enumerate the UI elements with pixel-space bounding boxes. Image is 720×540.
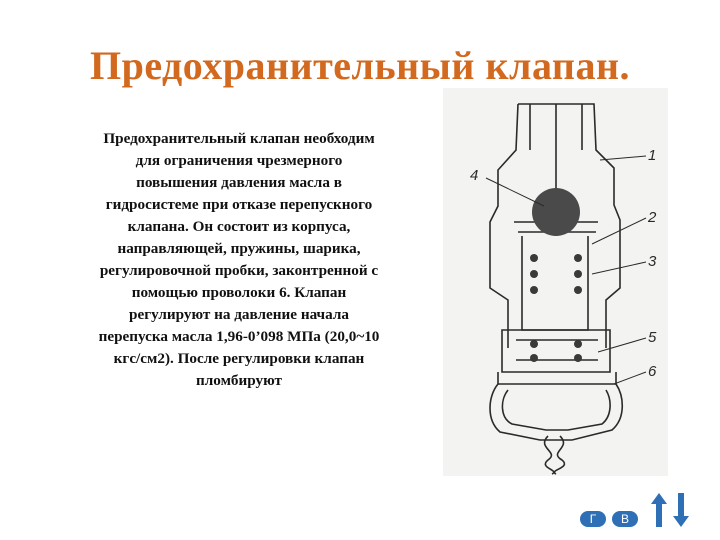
callout-1: 1 (648, 147, 657, 164)
spring-coil (530, 354, 538, 362)
arrow-down-icon[interactable] (672, 492, 690, 528)
spring-coil (574, 254, 582, 262)
callout-6: 6 (648, 363, 657, 380)
spring-coil (574, 270, 582, 278)
spring-coil (530, 286, 538, 294)
next-button[interactable]: В (612, 511, 638, 527)
callout-4: 4 (470, 167, 479, 184)
callout-5: 5 (648, 329, 657, 346)
spring-coil (574, 286, 582, 294)
arrow-up-icon[interactable] (650, 492, 668, 528)
slide-title: Предохранительный клапан. (89, 43, 631, 88)
prev-button[interactable]: Г (580, 511, 606, 527)
callout-2: 2 (648, 209, 657, 226)
safety-valve-diagram (438, 84, 670, 476)
valve-ball (532, 188, 580, 236)
spring-coil (530, 254, 538, 262)
spring-coil (530, 340, 538, 348)
callout-3: 3 (648, 253, 657, 270)
spring-coil (574, 340, 582, 348)
spring-coil (574, 354, 582, 362)
spring-coil (530, 270, 538, 278)
slide-description: Предохранительный клапан необходим для ограничения чрезмерного повышения давления масла в гидросистеме при отказе перепускного клапана. Он состоит из корпуса, направляющей, пружины, шарика, регулировочной пробки, законтренной с помощью проволоки 6. Клапан регулируют на давление начала перепуска масла 1,96-0’098 МПа (20,0~10 кгс/см2). После регулировки клапан пломбируют (98, 130, 380, 389)
